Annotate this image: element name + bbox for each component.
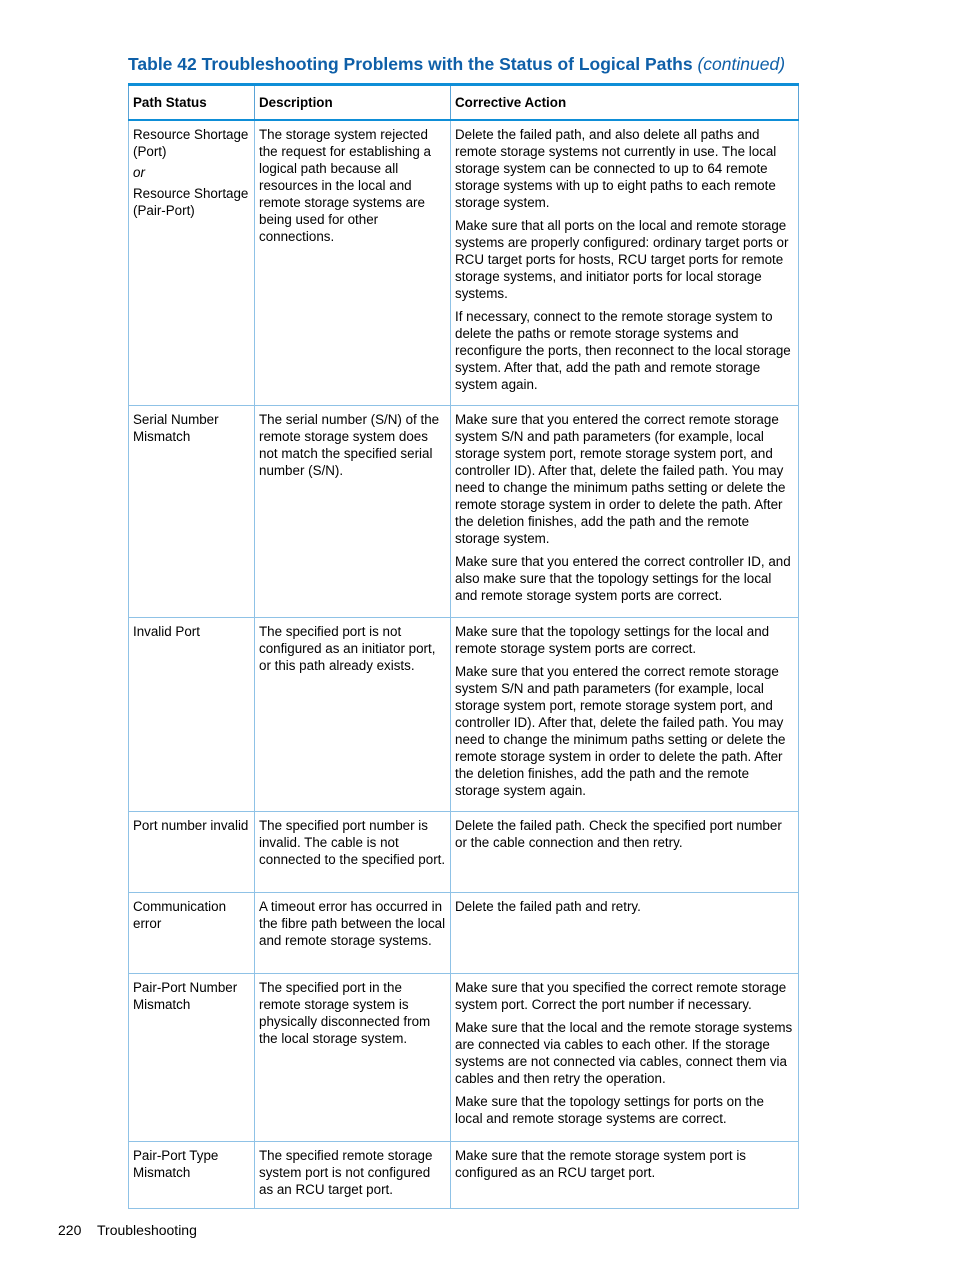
table-row bbox=[129, 617, 799, 811]
continued-label: (continued) bbox=[697, 54, 786, 74]
description-cell: The specified remote storage system port is not configured as an RCU target port. bbox=[255, 1141, 451, 1208]
table-title: Table 42 Troubleshooting Problems with the Status of Logical Paths bbox=[128, 54, 693, 74]
page-footer bbox=[58, 1222, 197, 1238]
table-caption bbox=[128, 54, 808, 75]
table-row bbox=[129, 892, 799, 973]
corrective-action-cell bbox=[451, 617, 799, 811]
page-number: 220 bbox=[58, 1222, 82, 1238]
action-paragraph: Make sure that the local and the remote storage systems are connected via cables to each other. If the storage systems are not connected via cables, connect them via cables and then retry the operation. bbox=[455, 1019, 793, 1086]
description-cell: The specified port in the remote storage system is physically disconnected from the local storage system. bbox=[255, 973, 451, 1141]
table-row bbox=[129, 120, 799, 405]
description-cell: The serial number (S/N) of the remote storage system does not match the specified serial number (S/N). bbox=[255, 405, 451, 617]
path-status: Serial Number Mismatch bbox=[133, 411, 219, 444]
table-row bbox=[129, 1141, 799, 1208]
corrective-action-cell bbox=[451, 811, 799, 892]
corrective-action-cell bbox=[451, 1141, 799, 1208]
path-status-cell bbox=[129, 811, 255, 892]
corrective-action-cell bbox=[451, 973, 799, 1141]
troubleshooting-table bbox=[128, 83, 799, 1209]
corrective-action-cell bbox=[451, 405, 799, 617]
header-path-status: Path Status bbox=[129, 85, 255, 121]
description-cell: A timeout error has occurred in the fibre path between the local and remote storage systems. bbox=[255, 892, 451, 973]
action-paragraph: Make sure that the remote storage system port is configured as an RCU target port. bbox=[455, 1147, 746, 1180]
corrective-action-cell bbox=[451, 120, 799, 405]
path-status-cell bbox=[129, 405, 255, 617]
action-paragraph: Delete the failed path, and also delete all paths and remote storage systems not currently in use. The local storage system can be connected to up to 64 remote storage systems with up to eight paths to each remote storage system. bbox=[455, 127, 777, 210]
path-status: Port number invalid bbox=[133, 817, 249, 833]
path-status-cell bbox=[129, 617, 255, 811]
action-paragraph: Make sure that you entered the correct remote storage system S/N and path parameters (for example, local storage system port, remote storage system port, and controller ID). After that, delete the failed path. You may need to change the minimum paths setting or delete the remote storage system in order to delete the path. After the deletion finishes, add the path and the remote storage system again. bbox=[455, 663, 786, 798]
path-status-cell bbox=[129, 892, 255, 973]
path-status: Pair-Port Number Mismatch bbox=[133, 979, 238, 1012]
table-row bbox=[129, 811, 799, 892]
table-row bbox=[129, 405, 799, 617]
description-cell: The storage system rejected the request for establishing a logical path because all resources in the local and remote storage systems are being used for other connections. bbox=[255, 120, 451, 405]
description-cell: The specified port number is invalid. The cable is not connected to the specified port. bbox=[255, 811, 451, 892]
path-status-cell bbox=[129, 1141, 255, 1208]
action-paragraph: Make sure that the topology settings for the local and remote storage system ports are correct. bbox=[455, 623, 770, 656]
action-paragraph: Make sure that all ports on the local and remote storage systems are properly configured: ordinary target ports or RCU target ports for hosts, RCU target ports for remote storage systems, and initiator ports for local storage systems. bbox=[455, 218, 789, 301]
action-paragraph: Delete the failed path. Check the specified port number or the cable connection and then retry. bbox=[455, 817, 782, 850]
header-row bbox=[129, 85, 799, 121]
action-paragraph: Make sure that you entered the correct controller ID, and also make sure that the topology settings for the local and remote storage system ports are correct. bbox=[455, 553, 791, 603]
path-status: Resource Shortage (Pair-Port) bbox=[133, 186, 249, 218]
header-description: Description bbox=[255, 85, 451, 121]
action-paragraph: Make sure that you entered the correct remote storage system S/N and path parameters (for example, local storage system port, remote storage system port, and controller ID). After that, delete the failed path. You may need to change the minimum paths setting or delete the remote storage system in order to delete the path. After the deletion finishes, add the path and the remote storage system. bbox=[455, 411, 786, 546]
description-cell: The specified port is not configured as an initiator port, or this path already exists. bbox=[255, 617, 451, 811]
path-status-cell bbox=[129, 120, 255, 405]
path-status-cell bbox=[129, 973, 255, 1141]
action-paragraph: If necessary, connect to the remote storage system to delete the paths or remote storage systems and reconfigure the ports, then reconnect to the local storage system. After that, add the path and remote storage system again. bbox=[455, 309, 791, 392]
action-paragraph: Make sure that the topology settings for ports on the local and remote storage systems are correct. bbox=[455, 1093, 764, 1126]
or-label: or bbox=[133, 165, 145, 180]
path-status: Invalid Port bbox=[133, 623, 200, 639]
action-paragraph: Make sure that you specified the correct remote storage system port. Correct the port number if necessary. bbox=[455, 979, 787, 1012]
header-corrective-action: Corrective Action bbox=[451, 85, 799, 121]
table-row bbox=[129, 973, 799, 1141]
action-paragraph: Delete the failed path and retry. bbox=[455, 898, 641, 914]
path-status: Communication error bbox=[133, 898, 227, 931]
footer-section: Troubleshooting bbox=[97, 1222, 197, 1238]
path-status: Resource Shortage (Port) bbox=[133, 127, 249, 159]
corrective-action-cell bbox=[451, 892, 799, 973]
path-status: Pair-Port Type Mismatch bbox=[133, 1147, 219, 1180]
